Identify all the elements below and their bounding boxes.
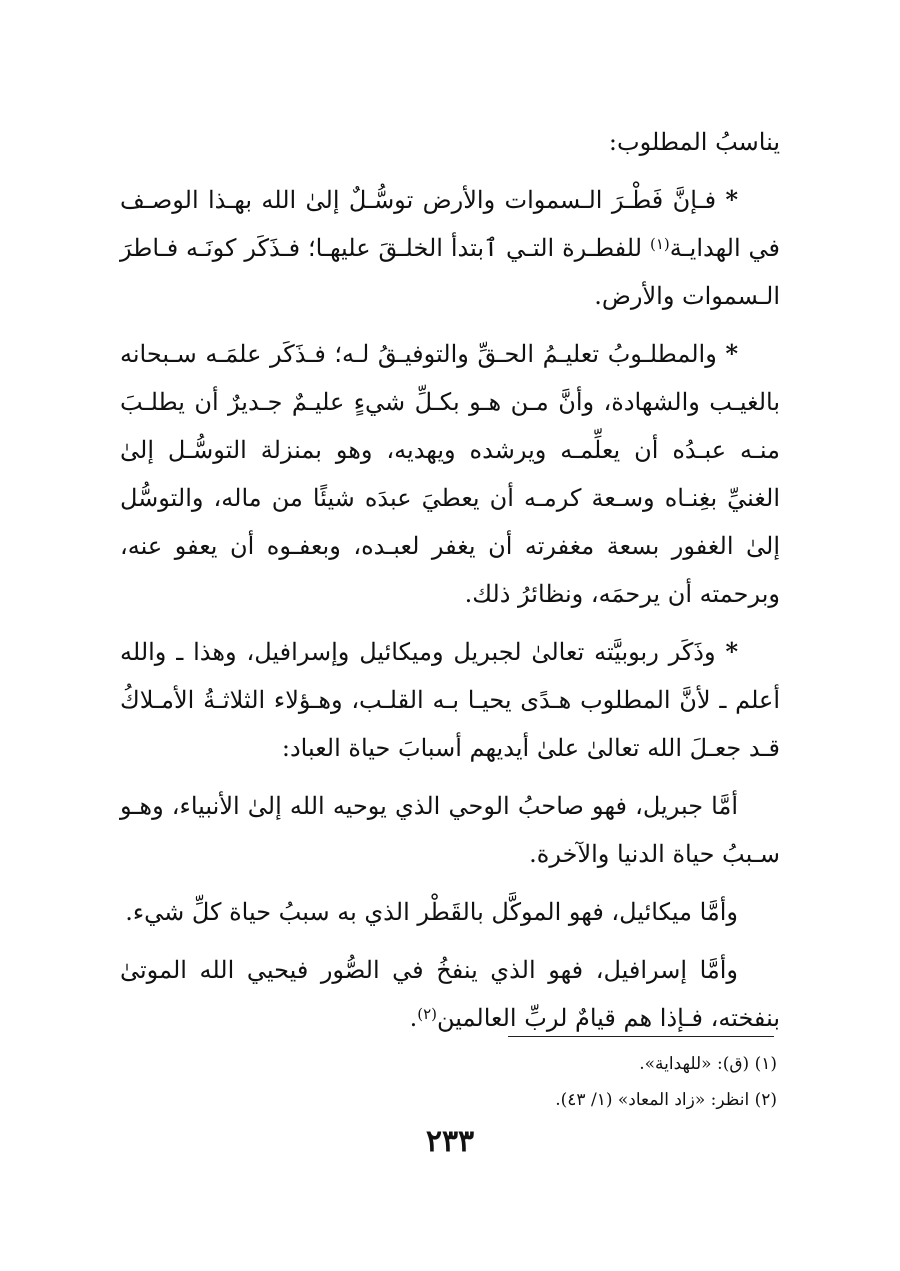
paragraph-marker: * (725, 339, 738, 368)
footnote-ref-2[interactable]: (٢) (417, 1005, 438, 1023)
paragraph-6-text: وأمَّا إسرافيل، فهو الذي ينفخُ في الصُّور فيحيي الله الموتىٰ بنفخته، فـإذا هم قيامٌ لربِّ العالمين (120, 956, 780, 1032)
footnote-2-number: (٢) (754, 1090, 777, 1110)
paragraph-3-text: وذَكَر ربوبيَّته تعالىٰ لجبريل وميكائيل وإسرافيل، وهذا ـ والله أعلم ـ لأنَّ المطلوب هـدًى يحيـا بـه القلـب، وهـؤلاء الثلاثـةُ الأمـلاكُ قـد جعـلَ الله تعالىٰ علىٰ أيديهم أسبابَ حياة العباد: (120, 638, 780, 762)
paragraph-6-end: . (409, 1004, 418, 1032)
intro-line: يناسبُ المطلوب: (608, 128, 780, 156)
footnotes (277, 1046, 777, 1118)
paragraph-2-text: والمطلـوبُ تعليـمُ الحـقِّ والتوفيـقُ لـه؛ فـذَكَر علمَـه سـبحانه بالغيـب والشهادة، وأنَّ مـن هـو بكـلِّ شيءٍ عليـمٌ جـديرٌ أن يطلـبَ منـه عبـدُه أن يعلِّمـه ويرشده ويهديه، وهو بمنزلة التوسُّـل إلىٰ الغنيِّ بغِنـاه وسـعة كرمـه أن يعطيَ عبدَه شيئًا من ماله، والتوسُّل إلىٰ الغفور بسعة مغفرته أن يغفر لعبـده، وبعفـوه أن يعفو عنه، وبرحمته أن يرحمَه، ونظائرُ ذلك. (120, 340, 781, 608)
footnote-1 (277, 1046, 777, 1082)
footnote-2-text: انظر: «زاد المعاد» (١/ ٤٣). (555, 1090, 750, 1110)
paragraph-1 (120, 176, 780, 320)
footnote-2 (277, 1082, 777, 1118)
paragraph-marker: * (725, 637, 738, 666)
paragraph-1-text-b: للفطـرة التـي ٱبتدأ الخلـقَ عليهـا؛ فـذَكَر كونَـه فـاطرَ الـسموات والأرض. (120, 234, 780, 310)
paragraph-4: أمَّا جبريل، فهو صاحبُ الوحي الذي يوحيه الله إلىٰ الأنبياء، وهـو سـببُ حياة الدنيا والآخرة. (120, 792, 780, 868)
footnote-divider (508, 1036, 774, 1037)
paragraph-1-text-a: فـإنَّ فَطْـرَ الـسموات والأرض توسُّـلٌ إلىٰ الله بهـذا الوصـف في الهدايـة (120, 186, 780, 262)
paragraph-5: وأمَّا ميكائيل، فهو الموكَّل بالقَطْر الذي به سببُ حياة كلِّ شيء. (125, 898, 738, 926)
paragraph-6 (120, 946, 780, 1042)
footnote-1-text: (ق): «للهداية». (639, 1054, 750, 1074)
paragraph-marker: * (725, 185, 738, 214)
page-number: ٢٣٣ (425, 1124, 475, 1159)
paragraph-3 (120, 628, 780, 772)
page-body (120, 118, 780, 1042)
footnote-1-number: (١) (754, 1054, 777, 1074)
footnote-ref-1[interactable]: (١) (649, 235, 670, 253)
paragraph-2 (120, 330, 780, 618)
